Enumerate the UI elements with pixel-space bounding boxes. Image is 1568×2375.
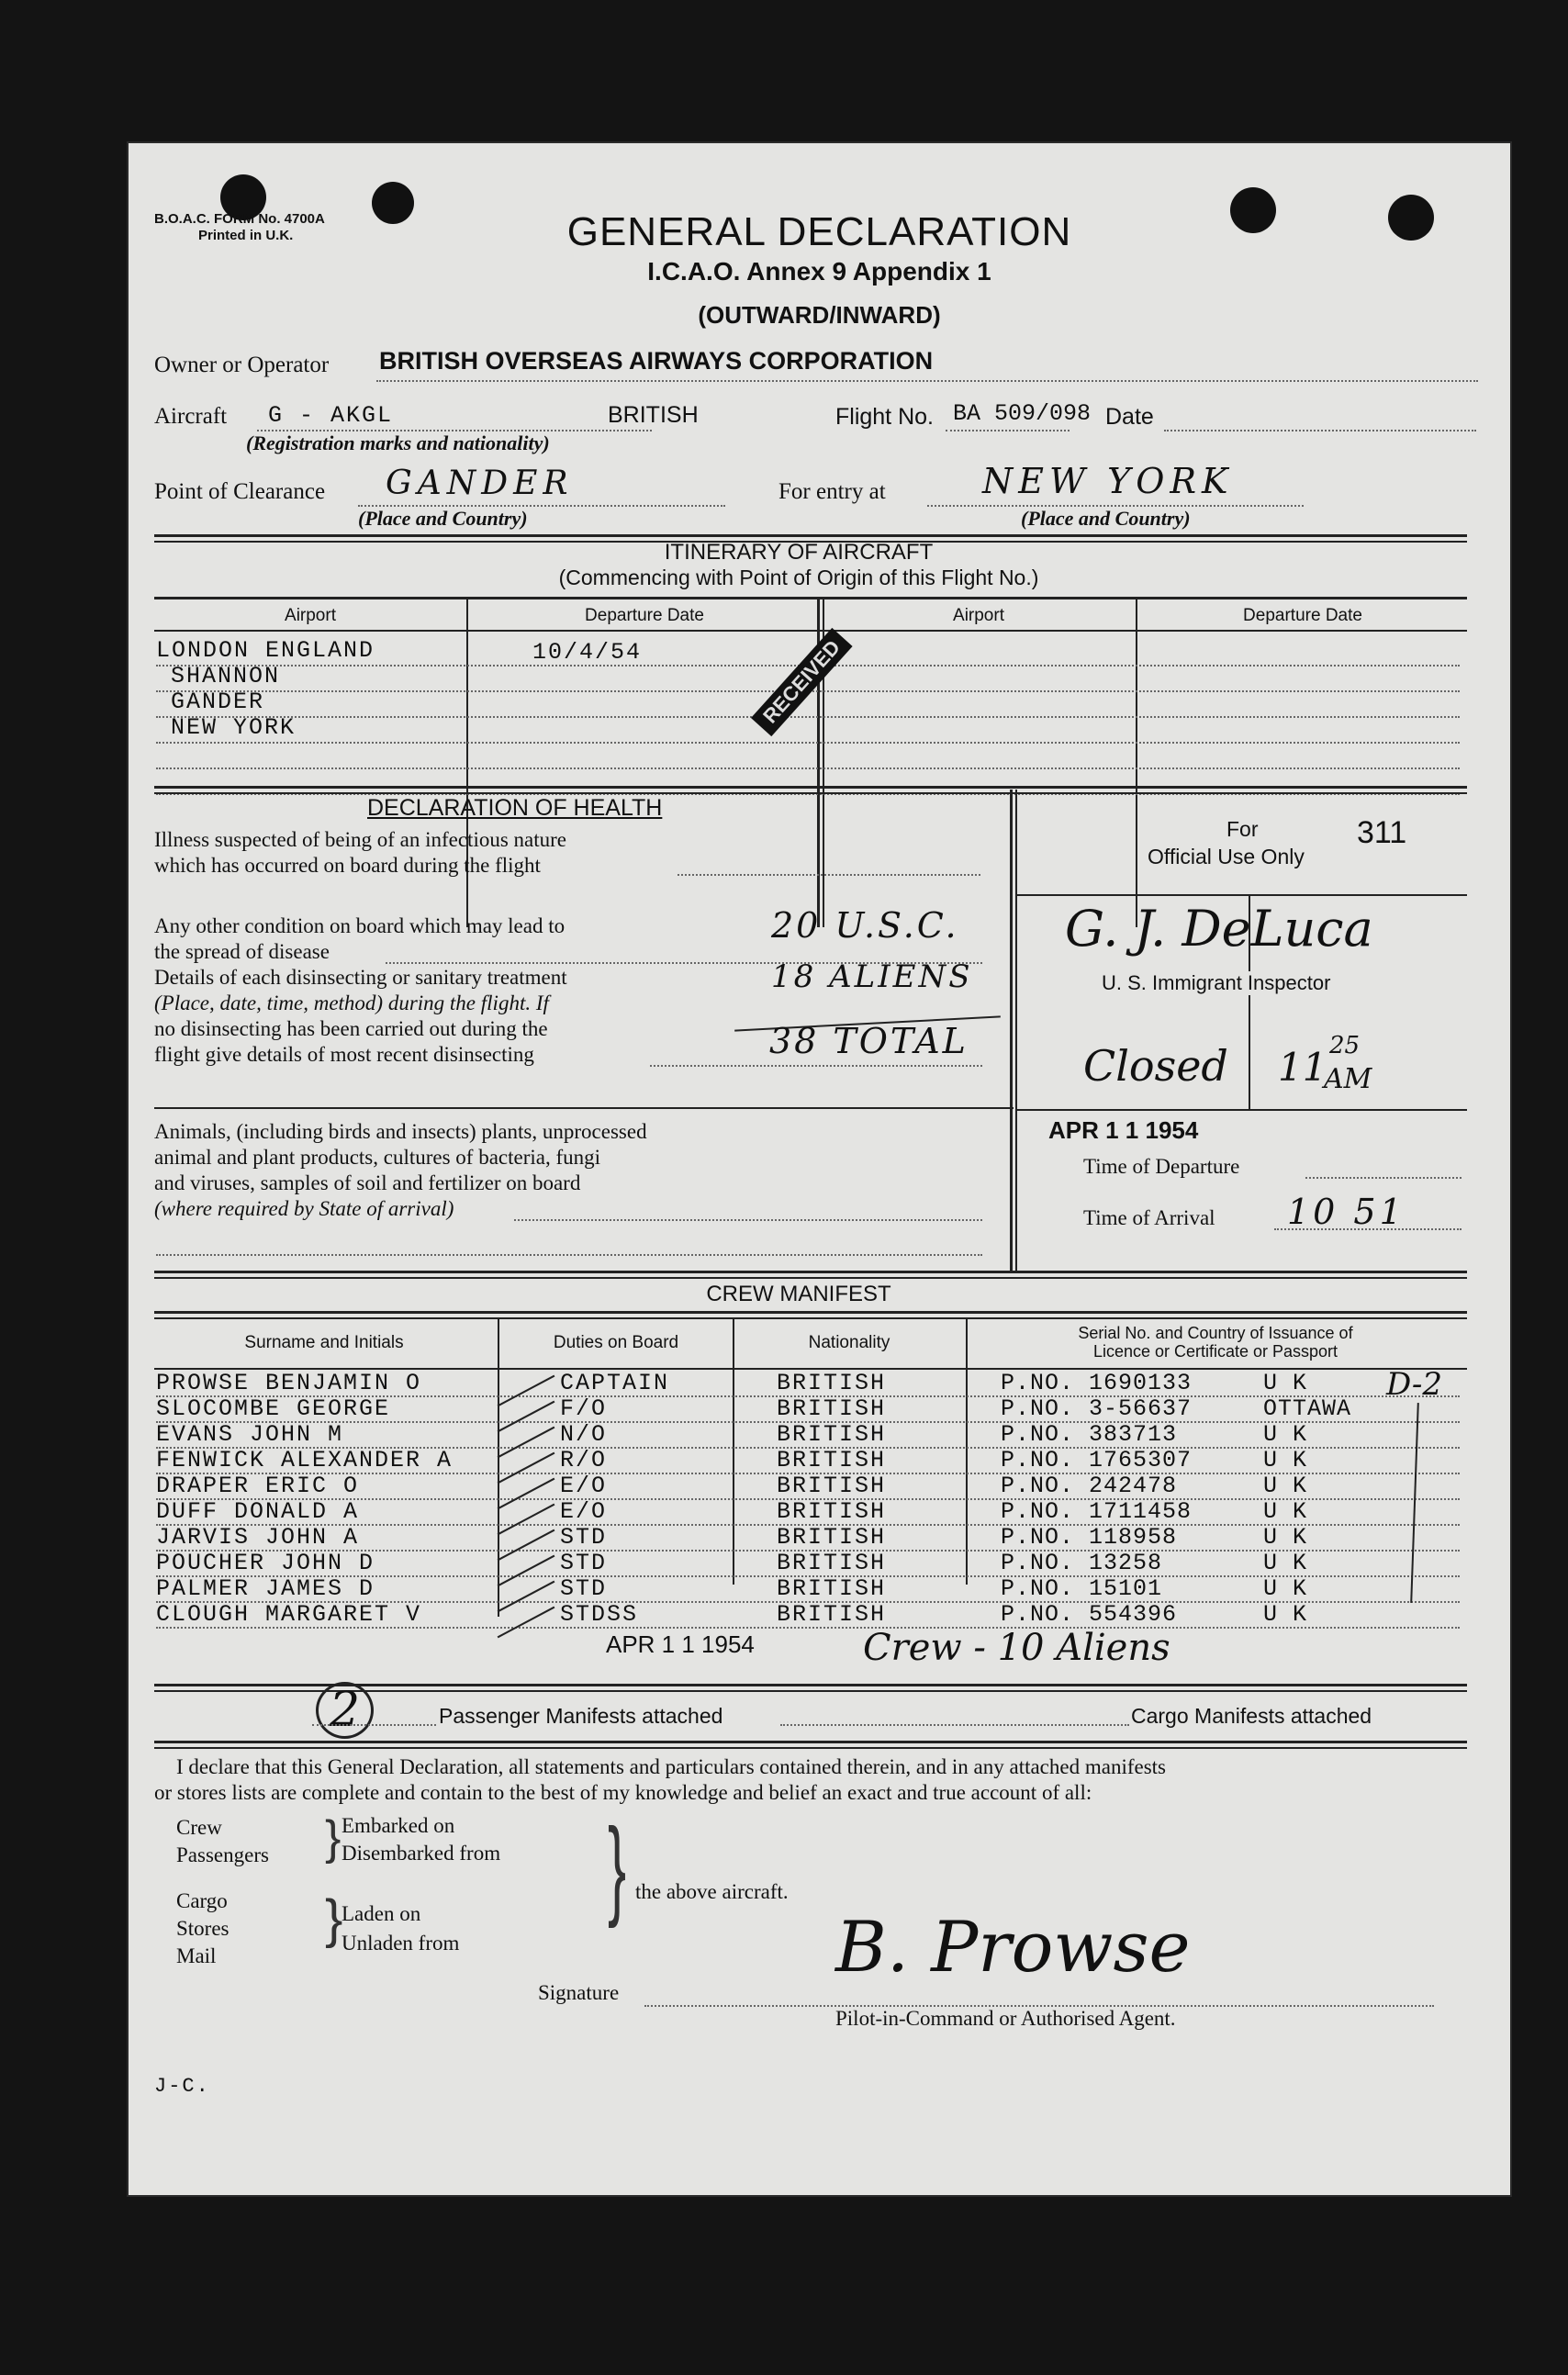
crew-check-mark <box>498 1452 555 1484</box>
flight-label: Flight No. <box>835 404 934 430</box>
brace: } <box>608 1806 627 1929</box>
declaration-stores: Stores <box>176 1917 230 1940</box>
col-divider <box>1136 597 1137 927</box>
owner-value: BRITISH OVERSEAS AIRWAYS CORPORATION <box>379 347 934 375</box>
crew-duty: STD <box>560 1550 608 1576</box>
health-disinfect-l4: flight give details of most recent disinsecting <box>154 1043 534 1066</box>
crew-nationality: BRITISH <box>777 1498 887 1525</box>
col-divider <box>733 1318 734 1585</box>
crew-name: CLOUGH MARGARET V <box>156 1601 422 1628</box>
rule <box>154 1747 1467 1749</box>
crew-country: U K <box>1263 1550 1308 1576</box>
passenger-manifest-count: 2 <box>316 1682 374 1739</box>
health-disinfect-l1: Details of each disinsecting or sanitary treatment <box>154 966 567 989</box>
crew-check-mark <box>498 1375 555 1407</box>
declaration-disembarked: Disembarked from <box>342 1842 501 1865</box>
itinerary-departure-date: 10/4/54 <box>532 639 643 666</box>
declaration-embarked: Embarked on <box>342 1814 455 1837</box>
pilot-signature: B. Prowse <box>835 1906 1191 1988</box>
crew-country: U K <box>1263 1575 1308 1602</box>
crew-name: JARVIS JOHN A <box>156 1524 360 1551</box>
crew-serial: P.NO. 383713 <box>1001 1421 1178 1448</box>
crew-check-mark <box>498 1555 555 1587</box>
declaration-crew: Crew <box>176 1816 222 1839</box>
health-condition-l1: Any other condition on board which may lead to <box>154 914 566 937</box>
crew-serial: P.NO. 1765307 <box>1001 1447 1193 1473</box>
official-for: For <box>1226 817 1259 841</box>
crew-check-mark <box>498 1401 555 1433</box>
crew-nationality: BRITISH <box>777 1524 887 1551</box>
official-date-stamp: APR 1 1 1954 <box>1048 1116 1199 1144</box>
row-line <box>156 767 1460 769</box>
printed-in: Printed in U.K. <box>198 228 294 243</box>
col-divider <box>1010 790 1013 1271</box>
owner-label: Owner or Operator <box>154 353 330 377</box>
itinerary-col-airport: Airport <box>285 606 336 625</box>
itinerary-col-departure-2: Departure Date <box>1243 606 1362 625</box>
crew-margin-note: D-2 <box>1386 1366 1443 1403</box>
entry-label: For entry at <box>778 479 886 504</box>
crew-check-mark <box>498 1504 555 1536</box>
crew-country: U K <box>1263 1524 1308 1551</box>
manifest-line <box>312 1724 436 1726</box>
health-illness-l2: which has occurred on board during the flight <box>154 854 541 877</box>
itinerary-col-departure: Departure Date <box>585 606 704 625</box>
itinerary-airport-4: NEW YORK <box>171 714 297 741</box>
crew-duty: STDSS <box>560 1601 639 1628</box>
crew-name: POUCHER JOHN D <box>156 1550 375 1576</box>
health-disinfect-l3: no disinsecting has been carried out during the <box>154 1017 548 1040</box>
crew-check-mark <box>498 1478 555 1510</box>
passenger-manifest-label: Passenger Manifests attached <box>439 1704 723 1728</box>
clearance-caption: (Place and Country) <box>358 507 528 530</box>
crew-col-serial-1: Serial No. and Country of Issuance of <box>1078 1324 1353 1342</box>
crew-check-mark <box>498 1607 555 1639</box>
declaration-cargo: Cargo <box>176 1889 228 1912</box>
row-line <box>156 742 1460 744</box>
health-note-total: 38 TOTAL <box>769 1021 969 1061</box>
crew-name: SLOCOMBE GEORGE <box>156 1395 391 1422</box>
col-divider <box>466 597 468 927</box>
crew-duty: F/O <box>560 1395 608 1422</box>
declaration-laden: Laden on <box>342 1902 421 1925</box>
health-animals-l3: and viruses, samples of soil and fertilizer on board <box>154 1171 581 1194</box>
departure-line <box>1305 1177 1462 1179</box>
itinerary-airport-2: SHANNON <box>171 663 281 689</box>
itinerary-col-airport-2: Airport <box>953 606 1004 625</box>
rule <box>1015 1109 1467 1111</box>
rule <box>154 1317 1467 1319</box>
crew-name: FENWICK ALEXANDER A <box>156 1447 454 1473</box>
health-disinfect-l2: (Place, date, time, method) during the flight. If <box>154 991 549 1014</box>
flight-line <box>946 430 1070 431</box>
clearance-value: GANDER <box>386 465 574 502</box>
declaration-above: the above aircraft. <box>635 1880 789 1903</box>
pilot-label: Pilot-in-Command or Authorised Agent. <box>835 2007 1176 2030</box>
declaration-form <box>129 143 1510 2195</box>
row-line <box>156 716 1460 718</box>
crew-nationality: BRITISH <box>777 1550 887 1576</box>
itinerary-title: ITINERARY OF AIRCRAFT <box>664 540 934 565</box>
crew-country: U K <box>1263 1421 1308 1448</box>
official-number: 311 <box>1357 815 1407 850</box>
declaration-mail: Mail <box>176 1944 217 1967</box>
manifest-line <box>780 1724 1129 1726</box>
crew-country: U K <box>1263 1498 1308 1525</box>
crew-duty: E/O <box>560 1498 608 1525</box>
aircraft-caption: (Registration marks and nationality) <box>246 431 550 454</box>
closed-note: Closed <box>1083 1041 1228 1091</box>
itinerary-airport-1: LONDON ENGLAND <box>156 637 375 664</box>
aircraft-nationality: BRITISH <box>608 402 699 428</box>
health-animals-l4: (where required by State of arrival) <box>154 1197 454 1220</box>
col-divider <box>1015 790 1017 1271</box>
declaration-unladen: Unladen from <box>342 1932 460 1955</box>
col-divider <box>966 1318 968 1585</box>
crew-duty: STD <box>560 1575 608 1602</box>
rule <box>154 786 1467 789</box>
crew-date-stamp: APR 1 1 1954 <box>606 1630 755 1658</box>
itinerary-subtitle: (Commencing with Point of Origin of this Flight No.) <box>558 566 1039 589</box>
rule <box>154 1107 1014 1109</box>
official-use-label: Official Use Only <box>1148 845 1305 868</box>
rule <box>154 1311 1467 1314</box>
inspector-signature: G. J. DeLuca <box>1065 900 1373 958</box>
margin-bracket <box>1410 1403 1419 1603</box>
crew-serial: P.NO. 1690133 <box>1001 1370 1193 1396</box>
crew-duty: STD <box>560 1524 608 1551</box>
health-line <box>156 1254 982 1256</box>
declaration-text-1: I declare that this General Declaration, all statements and particulars contained therein, and in any attached manifests <box>176 1755 1167 1778</box>
crew-duty: E/O <box>560 1473 608 1499</box>
received-stamp: RECEIVED <box>751 628 853 737</box>
rule <box>154 1271 1467 1273</box>
closed-minutes: 25 <box>1329 1032 1361 1059</box>
crew-serial: P.NO. 1711458 <box>1001 1498 1193 1525</box>
crew-col-surname: Surname and Initials <box>244 1333 404 1352</box>
crew-nationality: BRITISH <box>777 1575 887 1602</box>
date-label: Date <box>1105 404 1154 430</box>
crew-name: PROWSE BENJAMIN O <box>156 1370 422 1396</box>
crew-name: DUFF DONALD A <box>156 1498 360 1525</box>
crew-duty: N/O <box>560 1421 608 1448</box>
departure-label: Time of Departure <box>1083 1155 1240 1178</box>
crew-serial: P.NO. 242478 <box>1001 1473 1178 1499</box>
crew-country: U K <box>1263 1601 1308 1628</box>
health-line <box>678 874 980 876</box>
crew-serial: P.NO. 15101 <box>1001 1575 1163 1602</box>
crew-country: U K <box>1263 1370 1308 1396</box>
date-line <box>1164 430 1476 431</box>
crew-nationality: BRITISH <box>777 1370 887 1396</box>
crew-nationality: BRITISH <box>777 1601 887 1628</box>
crew-country: U K <box>1263 1447 1308 1473</box>
crew-check-mark <box>498 1427 555 1459</box>
entry-value: NEW YORK <box>982 461 1234 501</box>
owner-line <box>376 380 1478 382</box>
health-animals-l2: animal and plant products, cultures of bacteria, fungi <box>154 1146 601 1169</box>
brace: } <box>325 1811 342 1865</box>
crew-serial: P.NO. 554396 <box>1001 1601 1178 1628</box>
rule <box>154 792 1467 794</box>
col-divider <box>498 1318 499 1617</box>
crew-name: DRAPER ERIC O <box>156 1473 360 1499</box>
brace: } <box>325 1889 343 1949</box>
health-note-aliens: 18 ALIENS <box>771 958 973 995</box>
crew-serial: P.NO. 118958 <box>1001 1524 1178 1551</box>
flight-value: BA 509/098 <box>953 400 1092 427</box>
arrival-line <box>1274 1228 1462 1230</box>
crew-duty: R/O <box>560 1447 608 1473</box>
crew-nationality: BRITISH <box>777 1447 887 1473</box>
clerk-initials: J-C. <box>154 2075 210 2098</box>
form-direction: (OUTWARD/INWARD) <box>698 301 941 329</box>
crew-check-mark <box>498 1581 555 1613</box>
crew-title: CREW MANIFEST <box>706 1282 891 1306</box>
crew-country: OTTAWA <box>1263 1395 1352 1422</box>
crew-col-duties: Duties on Board <box>553 1333 679 1352</box>
health-illness-l1: Illness suspected of being of an infectious nature <box>154 828 567 851</box>
health-animals-l1: Animals, (including birds and insects) plants, unprocessed <box>154 1120 647 1143</box>
aircraft-label: Aircraft <box>154 404 228 429</box>
entry-caption: (Place and Country) <box>1021 507 1191 530</box>
crew-row-line <box>156 1627 1460 1629</box>
crew-nationality: BRITISH <box>777 1395 887 1422</box>
crew-note: Crew - 10 Aliens <box>863 1627 1170 1669</box>
rule <box>1015 894 1467 896</box>
form-number: B.O.A.C. FORM No. 4700A <box>154 211 325 227</box>
crew-country: U K <box>1263 1473 1308 1499</box>
rule <box>154 1741 1467 1743</box>
rule <box>154 597 1467 599</box>
declaration-passengers: Passengers <box>176 1843 269 1866</box>
rule <box>154 534 1467 537</box>
form-title: GENERAL DECLARATION <box>566 209 1072 254</box>
crew-nationality: BRITISH <box>777 1421 887 1448</box>
crew-duty: CAPTAIN <box>560 1370 670 1396</box>
crew-serial: P.NO. 13258 <box>1001 1550 1163 1576</box>
health-line <box>650 1065 982 1067</box>
arrival-label: Time of Arrival <box>1083 1206 1215 1229</box>
health-line <box>514 1219 982 1221</box>
closed-ampm: AM <box>1324 1063 1372 1095</box>
crew-col-serial-2: Licence or Certificate or Passport <box>1092 1342 1338 1361</box>
crew-nationality: BRITISH <box>777 1473 887 1499</box>
rule <box>154 1277 1467 1279</box>
health-note-usc: 20 U.S.C. <box>771 905 959 946</box>
itinerary-airport-3: GANDER <box>171 689 265 715</box>
crew-col-nationality: Nationality <box>808 1333 890 1352</box>
aircraft-reg: G - AKGL <box>268 402 394 429</box>
crew-check-mark <box>498 1529 555 1562</box>
crew-serial: P.NO. 3-56637 <box>1001 1395 1193 1422</box>
inspector-title: U. S. Immigrant Inspector <box>1102 971 1331 994</box>
cargo-manifest-label: Cargo Manifests attached <box>1131 1704 1372 1728</box>
arrival-value: 10 51 <box>1287 1192 1406 1232</box>
form-subtitle: I.C.A.O. Annex 9 Appendix 1 <box>647 257 991 286</box>
closed-time: 11 <box>1278 1045 1327 1090</box>
declaration-text-2: or stores lists are complete and contain to the best of my knowledge and belief an exact and true account of all: <box>154 1781 1092 1804</box>
clearance-label: Point of Clearance <box>154 479 326 504</box>
rule <box>154 630 1467 632</box>
health-title: DECLARATION OF HEALTH <box>367 795 663 821</box>
crew-name: PALMER JAMES D <box>156 1575 375 1602</box>
health-condition-l2: the spread of disease <box>154 940 330 963</box>
signature-label: Signature <box>538 1981 620 2004</box>
crew-name: EVANS JOHN M <box>156 1421 344 1448</box>
